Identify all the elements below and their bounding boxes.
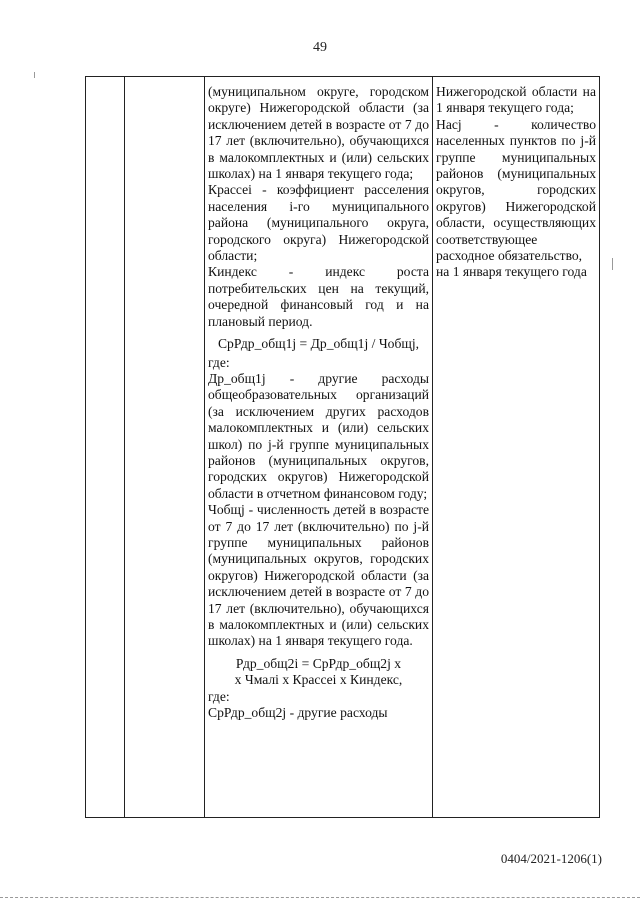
definition-chobsch: Чобщj - численность детей в возрасте от 7 до 17 лет (включительно) по j-й группе муниципальных районов (муниципальных округов, городских округов) Нижегородской области (за исключением детей в возрасте от 7 до 17 лет (включительно), обучающихся в малокомплектных и (или) сельских школах) на 1 января текущего года. xyxy=(208,502,429,649)
definition-krassel: Крассеі - коэффициент расселения населения i-го муниципального района (муниципального округа, городского округа) Нижегородской области; xyxy=(208,182,429,264)
definition-nas: Насj - количество населенных пунктов по j-й группе муниципальных районов (муниципальных округов, городских округов) Нижегородской области, осуществляющих соответствующее xyxy=(436,116,596,247)
scan-edge-line xyxy=(0,897,640,898)
page-number: 49 xyxy=(313,40,327,55)
definition-kindeks: Киндекс - индекс роста потребительских цен на текущий, очередной финансовый год и на плановый период. xyxy=(208,264,429,329)
column-divider xyxy=(124,77,125,817)
table-cell-name xyxy=(124,77,204,84)
scan-mark xyxy=(34,72,35,78)
formula-rdr-obsch2-line1: Рдр_общ2i = СрРдр_общ2j x xyxy=(235,655,402,671)
definition-dr-obsch1: Др_общ1j - другие расходы общеобразовательных организаций (за исключением других расходов малокомплектных и (или) сельских школ) по j-й группе муниципальных районов (муниципальных округов, городских округов) Нижегородской области в отчетном финансовом году; xyxy=(208,370,429,501)
table-cell-notes xyxy=(433,77,599,281)
text-paragraph: (муниципальном округе, городском округе) Нижегородской области (за исключением детей в возрасте от 7 до 17 лет (включительно), обучающихся в малокомплектных и (или) сельских школах) на 1 января текущего года; xyxy=(208,84,429,182)
where-label: где: xyxy=(208,354,230,370)
text-paragraph: расходное обязательство, на 1 января текущего года xyxy=(436,248,587,280)
table-cell-number xyxy=(86,77,124,84)
document-code: 0404/2021-1206(1) xyxy=(500,851,602,866)
table-cell-method xyxy=(205,77,432,721)
document-table xyxy=(85,76,600,818)
definition-srrdr-obsch2: СрРдр_общ2j - другие расходы xyxy=(208,705,388,721)
formula-rdr-obsch2-line2: x Чмалі x Крассеі x Киндекс, xyxy=(234,672,403,688)
where-label: где: xyxy=(208,688,230,704)
formula-srrdr-obsch1: СрРдр_общ1j = Др_общ1j / Чобщj, xyxy=(217,336,420,352)
scan-mark xyxy=(612,258,613,270)
text-paragraph: Нижегородской области на 1 января текущего года; xyxy=(436,84,596,116)
